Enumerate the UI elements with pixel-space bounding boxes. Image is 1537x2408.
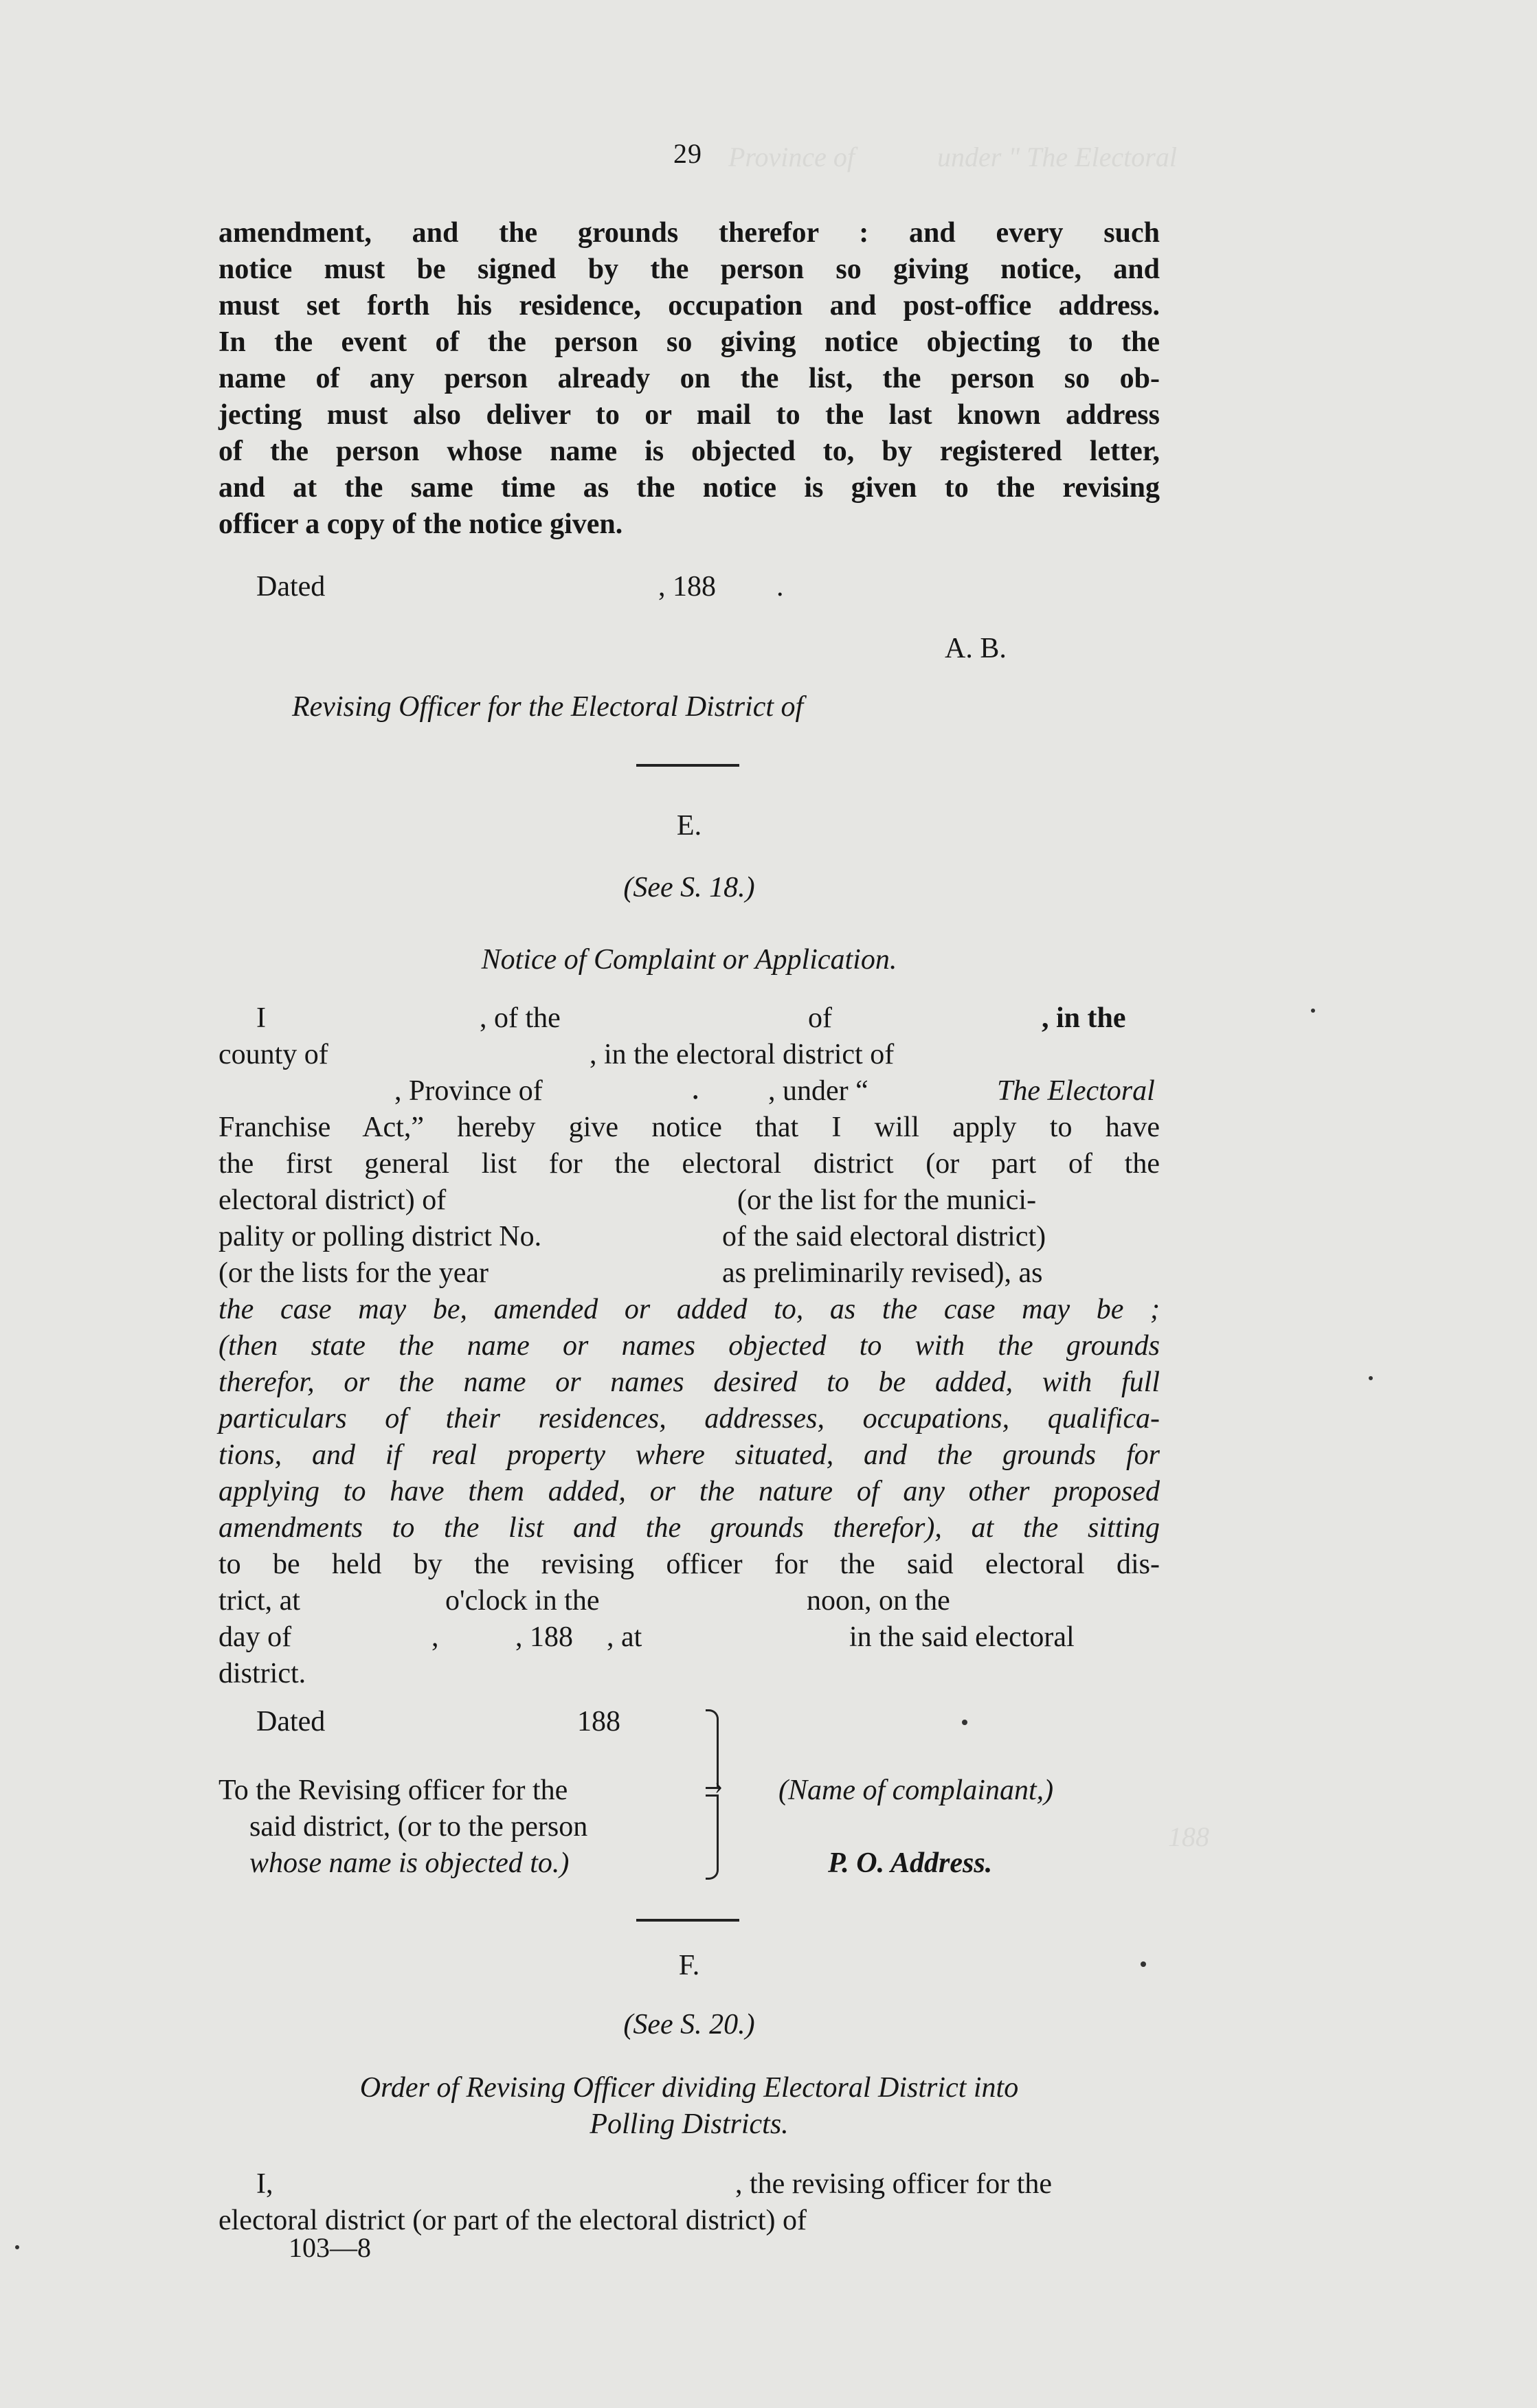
text-fragment: of the said electoral district) — [722, 1221, 1046, 1252]
text-fragment: , 188 — [515, 1621, 573, 1653]
speck-mark — [15, 2245, 19, 2249]
text-line: to be held by the revising officer for the said electoral dis- — [218, 1549, 1160, 1580]
text-line: In the event of the person so giving notice objecting to the — [218, 326, 1160, 358]
brace-lower — [706, 1794, 719, 1880]
text-fragment: I — [256, 1002, 266, 1034]
text-fragment: pality or polling district No. — [218, 1221, 542, 1252]
form-e-reference: (See S. 18.) — [623, 872, 755, 903]
addressee-line: To the Revising officer for the — [218, 1775, 568, 1806]
dated-dot: . — [776, 571, 784, 603]
text-line: tions, and if real property where situated, and the grounds for — [218, 1439, 1160, 1471]
section-divider — [636, 764, 739, 767]
text-line: the first general list for the electoral district (or part of the — [218, 1148, 1160, 1180]
text-fragment: , the revising officer for the — [735, 2168, 1053, 2200]
text-line: jecting must also deliver to or mail to the last known address — [218, 399, 1160, 431]
text-fragment: , Province of — [394, 1075, 543, 1107]
text-fragment: , of the — [480, 1002, 561, 1034]
text-fragment: (or the list for the munici- — [737, 1184, 1037, 1216]
form-e-letter: E. — [676, 810, 702, 842]
text-line: and at the same time as the notice is given to the revising — [218, 472, 1160, 504]
speck-mark — [1141, 1961, 1146, 1967]
text-fragment: o'clock in the — [445, 1585, 600, 1617]
text-fragment: trict, at — [218, 1585, 300, 1617]
text-fragment: The Electoral — [997, 1075, 1155, 1107]
text-line: the case may be, amended or added to, as the case may be ; — [218, 1294, 1160, 1325]
page-number: 29 — [673, 138, 702, 169]
text-line: officer a copy of the notice given. — [218, 508, 623, 540]
text-line: of the person whose name is objected to, by registered letter, — [218, 436, 1160, 467]
show-through-text: 188 — [1168, 1821, 1209, 1852]
text-fragment: , under “ — [768, 1075, 868, 1107]
signature-mark: 103—8 — [289, 2232, 371, 2263]
form-f-reference: (See S. 20.) — [623, 2009, 755, 2040]
text-fragment: , at — [607, 1621, 642, 1653]
dated-year: , 188 — [658, 571, 716, 603]
text-fragment: county of — [218, 1039, 328, 1070]
signature: A. B. — [945, 633, 1007, 664]
text-line: applying to have them added, or the nature of any other proposed — [218, 1476, 1160, 1507]
text-line: name of any person already on the list, the person so ob- — [218, 363, 1160, 394]
addressee-line: said district, (or to the person — [249, 1811, 588, 1843]
dated-label: Dated — [256, 571, 326, 603]
text-fragment: electoral district) of — [218, 1184, 447, 1216]
text-fragment: , in the — [1042, 1002, 1126, 1034]
text-fragment: noon, on the — [807, 1585, 950, 1617]
text-fragment: , in the electoral district of — [590, 1039, 895, 1070]
text-fragment: as preliminarily revised), as — [722, 1257, 1043, 1289]
text-fragment: (or the lists for the year — [218, 1257, 489, 1289]
text-fragment: of — [808, 1002, 832, 1034]
text-line: electoral district (or part of the electoral district) of — [218, 2205, 807, 2236]
speck-mark: • — [693, 1089, 699, 1107]
paragraph-continuation — [218, 215, 1160, 543]
addressee-line: whose name is objected to.) — [249, 1847, 570, 1879]
brace-point: › — [715, 1772, 723, 1799]
text-line: Franchise Act,” hereby give notice that I will apply to have — [218, 1112, 1160, 1143]
signature-title: Revising Officer for the Electoral District of — [292, 691, 804, 723]
show-through-text: Province of under " The Electoral — [728, 142, 1177, 172]
text-fragment: , — [431, 1621, 439, 1653]
text-line: amendment, and the grounds therefor : and every such — [218, 217, 1160, 249]
text-fragment: I, — [256, 2168, 273, 2200]
text-line: notice must be signed by the person so giving notice, and — [218, 254, 1160, 285]
text-line: (then state the name or names objected to with the grounds — [218, 1330, 1160, 1362]
form-f-letter: F. — [678, 1950, 700, 1981]
form-e-dated-year: 188 — [577, 1706, 620, 1737]
section-divider — [636, 1919, 739, 1922]
speck-mark — [1311, 1009, 1315, 1013]
form-e-body — [218, 1000, 1160, 1692]
form-e-dated-label: Dated — [256, 1706, 326, 1737]
text-line: particulars of their residences, addresses, occupations, qualifica- — [218, 1403, 1160, 1434]
text-line: must set forth his residence, occupation and post-office address. — [218, 290, 1160, 322]
complainant-name: (Name of complainant,) — [778, 1775, 1054, 1806]
text-fragment: day of — [218, 1621, 292, 1653]
text-fragment: in the said electoral — [849, 1621, 1075, 1653]
text-line: therefor, or the name or names desired to be added, with full — [218, 1366, 1160, 1398]
form-f-title: Order of Revising Officer dividing Electoral District into — [359, 2072, 1019, 2104]
speck-mark — [962, 1720, 967, 1725]
text-line: amendments to the list and the grounds therefor), at the sitting — [218, 1512, 1160, 1544]
complainant-address: P. O. Address. — [828, 1847, 993, 1879]
form-f-title-2: Polling Districts. — [590, 2108, 789, 2140]
text-line: district. — [218, 1658, 306, 1689]
speck-mark — [1369, 1376, 1373, 1380]
form-e-title: Notice of Complaint or Application. — [481, 944, 897, 976]
